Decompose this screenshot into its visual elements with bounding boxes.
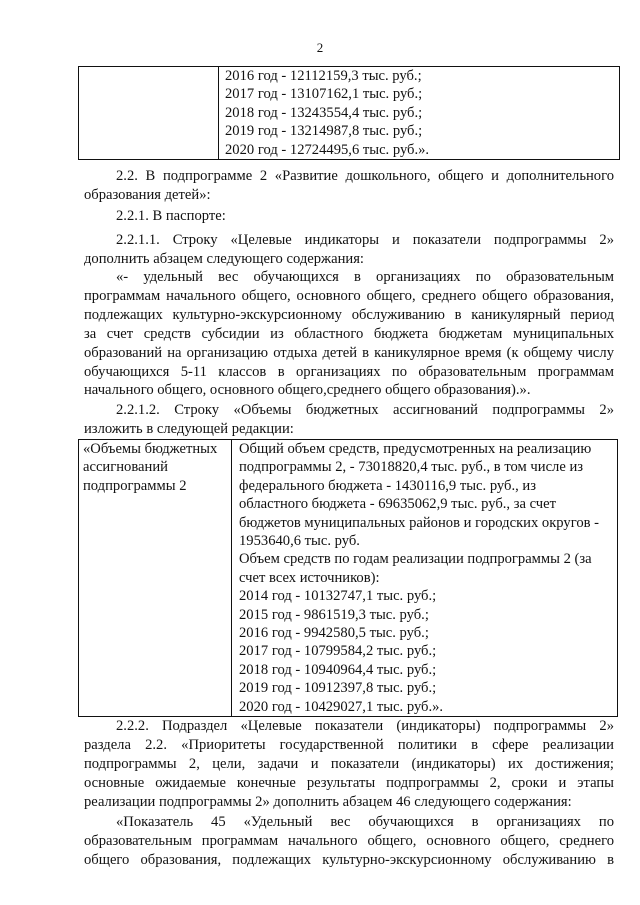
heading-line: «Объемы бюджетных (83, 441, 218, 457)
year-line: 2019 год - 13214987,8 тыс. руб.; (225, 123, 423, 140)
text-line: дополнить абзацем следующего содержания: (84, 250, 364, 267)
text-line: «Показатель 45 «Удельный вес обучающихся в организациях по (116, 814, 614, 830)
year-line: 2020 год - 10429027,1 тыс. руб.». (239, 698, 444, 715)
table-row (79, 67, 620, 160)
content-line: подпрограммы 2, - 73018820,4 тыс. руб., в том числе из (239, 459, 584, 476)
text-line: «- удельный вес обучающихся в организациях по образовательным (116, 269, 614, 285)
content-line: Общий объем средств, предусмотренных на реализацию (239, 441, 592, 457)
paragraph-2-2-1: 2.2.1. В паспорте: (116, 208, 226, 224)
paragraph-2-2 (84, 167, 614, 205)
text-line: 2.2.1.2. Строку «Объемы бюджетных ассигнований подпрограммы 2» (116, 402, 614, 418)
text-line: начального общего, основного общего,среднего общего образования).». (84, 382, 531, 399)
content-line: 1953640,6 тыс. руб. (239, 533, 360, 550)
budget-allocations-table (78, 439, 618, 717)
text-line: раздела 2.2. «Приоритеты государственной политики в сфере реализации (84, 736, 614, 753)
year-line: 2015 год - 9861519,3 тыс. руб.; (239, 606, 429, 623)
text-line: 2.2. В подпрограмме 2 «Развитие дошкольного, общего и дополнительного (116, 168, 614, 184)
year-line: 2019 год - 10912397,8 тыс. руб.; (239, 680, 437, 697)
text-line: подпрограммы 2, цели, задачи и показатели (индикаторы) их достижения; (84, 755, 614, 772)
text-line: 2.2.1.1. Строку «Целевые индикаторы и показатели подпрограммы 2» (116, 232, 614, 248)
year-line: 2018 год - 10940964,4 тыс. руб.; (239, 661, 437, 678)
text-line: обучающихся 5-11 классов в организациях по образовательным программам (84, 363, 614, 380)
year-line: 2016 год - 9942580,5 тыс. руб.; (239, 625, 429, 642)
funding-table-continued (78, 66, 620, 160)
year-line: 2014 год - 10132747,1 тыс. руб.; (239, 588, 437, 605)
text-line: общего образования, подлежащих культурно-экскурсионному обслуживанию в (84, 851, 614, 868)
content-line: Объем средств по годам реализации подпрограммы 2 (за (239, 551, 592, 568)
text-line: основные ожидаемые конечные результаты подпрограммы 2, сроки и этапы (84, 774, 614, 791)
text-line: программам начального общего, основного общего, среднего общего образования, (84, 287, 614, 304)
year-line: 2018 год - 13243554,4 тыс. руб.; (225, 104, 423, 121)
text-line: образования детей»: (84, 186, 211, 203)
year-line: 2020 год - 12724495,6 тыс. руб.». (225, 141, 430, 158)
table-row (79, 440, 618, 717)
text-line: образований на организацию отдыха детей в каникулярное время (к общему числу (84, 344, 614, 361)
text-line: образовательным программам начального общего, основного общего, среднего (84, 832, 614, 849)
content-line: областного бюджета - 69635062,9 тыс. руб., за счет (239, 496, 556, 513)
paragraph-2-2-1-2 (84, 401, 614, 439)
text-line: реализации подпрограммы 2» дополнить абзацем 46 следующего содержания: (84, 793, 572, 810)
paragraph-2-2-2 (84, 717, 614, 812)
text-line: подлежащих культурно-экскурсионному обслуживанию в каникулярный период (84, 306, 614, 323)
paragraph-2-2-1-1 (84, 231, 614, 269)
quote-indicator (84, 268, 614, 400)
text-line: 2.2.2. Подраздел «Целевые показатели (индикаторы) подпрограммы 2» (116, 718, 614, 734)
table-cell-years (219, 67, 620, 160)
text-line: за счет средств субсидии из областного бюджета бюджетам муниципальных (84, 325, 614, 342)
table-cell-heading (79, 440, 232, 717)
year-line: 2017 год - 10799584,2 тыс. руб.; (239, 643, 437, 660)
page-number: 2 (316, 40, 324, 55)
heading-line: ассигнований (83, 459, 168, 476)
content-line: счет всех источников): (239, 569, 380, 586)
year-line: 2017 год - 13107162,1 тыс. руб.; (225, 86, 423, 103)
quote-indicator-45 (84, 813, 614, 870)
text-line: изложить в следующей редакции: (84, 420, 294, 437)
content-line: федерального бюджета - 1430116,9 тыс. руб., из (239, 477, 536, 494)
table-cell-empty (79, 67, 219, 160)
heading-line: подпрограммы 2 (83, 477, 187, 494)
table-cell-content (232, 440, 618, 717)
content-line: бюджетов муниципальных районов и городских округов - (239, 514, 600, 531)
year-line: 2016 год - 12112159,3 тыс. руб.; (225, 68, 422, 84)
